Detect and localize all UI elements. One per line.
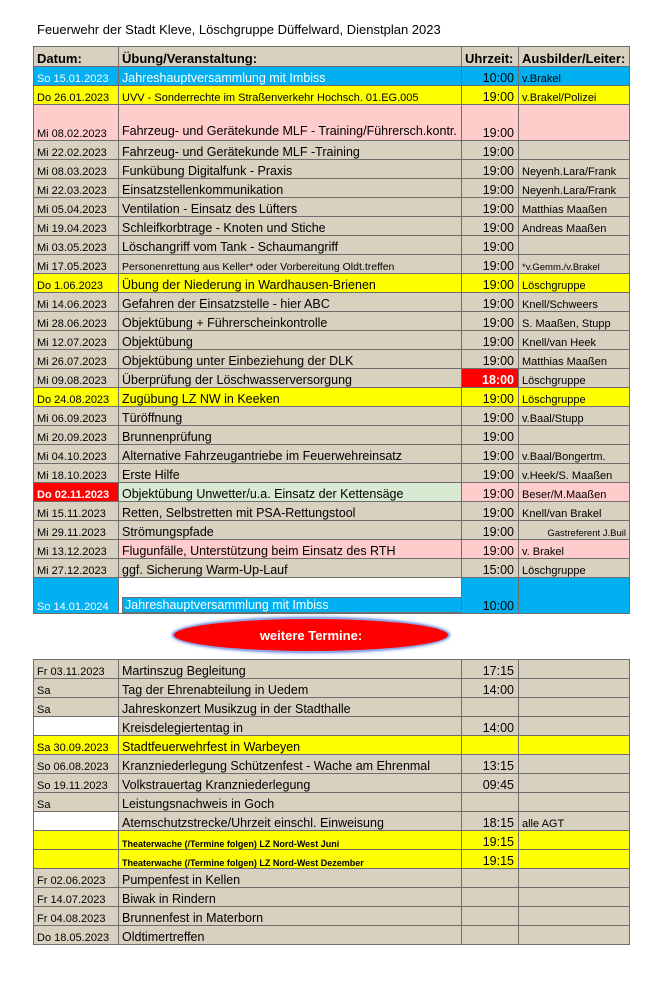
- date-cell: Mi 14.06.2023: [34, 293, 119, 312]
- event-cell: Stadtfeuerwehrfest in Warbeyen: [119, 736, 462, 755]
- table-row: [34, 559, 630, 578]
- time-cell: [462, 736, 519, 755]
- leader-cell: [519, 698, 630, 717]
- time-cell: [462, 926, 519, 945]
- event-cell: Theaterwache (/Termine folgen) LZ Nord-West Juni: [119, 831, 462, 850]
- date-cell: Mi 22.02.2023: [34, 141, 119, 160]
- table-row: [34, 660, 630, 679]
- date-cell: Do 24.08.2023: [34, 388, 119, 407]
- leader-cell: Löschgruppe: [519, 369, 630, 388]
- leader-cell: [519, 888, 630, 907]
- event-cell: Alternative Fahrzeugantriebe im Feuerwehreinsatz: [119, 445, 462, 464]
- date-cell: Mi 17.05.2023: [34, 255, 119, 274]
- table-row: [34, 388, 630, 407]
- event-cell: Martinszug Begleitung: [119, 660, 462, 679]
- leader-cell: *v.Gemm./v.Brakel: [519, 255, 630, 274]
- event-cell: Kranzniederlegung Schützenfest - Wache am Ehrenmal: [119, 755, 462, 774]
- table-row: [34, 812, 630, 831]
- leader-cell: Löschgruppe: [519, 559, 630, 578]
- leader-cell: [519, 831, 630, 850]
- event-cell: Einsatzstellenkommunikation: [119, 179, 462, 198]
- event-cell: Atemschutzstrecke/Uhrzeit einschl. Einweisung: [119, 812, 462, 831]
- time-cell: 14:00: [462, 717, 519, 736]
- event-cell: Türöffnung: [119, 407, 462, 426]
- leader-cell: [519, 850, 630, 869]
- table-row: [34, 198, 630, 217]
- table-row: [34, 793, 630, 812]
- leader-cell: [519, 774, 630, 793]
- time-cell: 19:00: [462, 86, 519, 105]
- event-cell: Kreisdelegiertentag in: [119, 717, 462, 736]
- table-row: [34, 255, 630, 274]
- date-cell: So 06.08.2023: [34, 755, 119, 774]
- table-row: [34, 67, 630, 86]
- leader-cell: Löschgruppe: [519, 274, 630, 293]
- date-cell: Mi 29.11.2023: [34, 521, 119, 540]
- table-row: [34, 483, 630, 502]
- leader-cell: Knell/Schweers: [519, 293, 630, 312]
- time-cell: 19:00: [462, 350, 519, 369]
- event-cell: Löschangriff vom Tank - Schaumangriff: [119, 236, 462, 255]
- event-cell: Objektübung unter Einbeziehung der DLK: [119, 350, 462, 369]
- event-cell: Gefahren der Einsatzstelle - hier ABC: [119, 293, 462, 312]
- date-cell: Mi 19.04.2023: [34, 217, 119, 236]
- table-row: [34, 464, 630, 483]
- leader-cell: v.Baal/Stupp: [519, 407, 630, 426]
- leader-cell: Matthias Maaßen: [519, 350, 630, 369]
- event-cell: Schleifkorbtrage - Knoten und Stiche: [119, 217, 462, 236]
- date-cell: So 19.11.2023: [34, 774, 119, 793]
- table-row: [34, 698, 630, 717]
- table-row: [34, 540, 630, 559]
- time-cell: 19:00: [462, 502, 519, 521]
- event-cell: Volkstrauertag Kranzniederlegung: [119, 774, 462, 793]
- leader-cell: [519, 236, 630, 255]
- table-row: [34, 160, 630, 179]
- leader-cell: Neyenh.Lara/Frank: [519, 179, 630, 198]
- time-cell: 19:15: [462, 831, 519, 850]
- page-title: Feuerwehr der Stadt Kleve, Löschgruppe Düffelward, Dienstplan 2023: [37, 22, 441, 37]
- event-cell: Pumpenfest in Kellen: [119, 869, 462, 888]
- table-row: [34, 502, 630, 521]
- further-dates-table: [33, 659, 630, 945]
- date-cell: So 15.01.2023: [34, 67, 119, 86]
- time-cell: 19:00: [462, 179, 519, 198]
- header-leader: Ausbilder/Leiter:: [519, 47, 630, 67]
- leader-cell: Matthias Maaßen: [519, 198, 630, 217]
- time-cell: 10:00: [462, 578, 519, 614]
- time-cell: 19:00: [462, 141, 519, 160]
- date-cell: Fr 14.07.2023: [34, 888, 119, 907]
- table-row: [34, 869, 630, 888]
- leader-cell: [519, 578, 630, 614]
- event-cell: Jahreshauptversammlung mit Imbiss: [119, 67, 462, 86]
- date-cell: Mi 27.12.2023: [34, 559, 119, 578]
- time-cell: 19:00: [462, 464, 519, 483]
- date-cell: Do 26.01.2023: [34, 86, 119, 105]
- leader-cell: Gastreferent J.Buil: [519, 521, 630, 540]
- event-cell: Fahrzeug- und Gerätekunde MLF - Training/Führersch.kontr.: [119, 105, 462, 141]
- date-cell: Fr 03.11.2023: [34, 660, 119, 679]
- table-row: [34, 179, 630, 198]
- table-row: [34, 369, 630, 388]
- leader-cell: v.Baal/Bongertm.: [519, 445, 630, 464]
- date-cell: Mi 26.07.2023: [34, 350, 119, 369]
- date-cell: Do 18.05.2023: [34, 926, 119, 945]
- date-cell: [34, 850, 119, 869]
- table-row: [34, 312, 630, 331]
- time-cell: 18:00: [462, 369, 519, 388]
- leader-cell: [519, 755, 630, 774]
- table-row: [34, 426, 630, 445]
- table-row: [34, 293, 630, 312]
- leader-cell: Knell/van Brakel: [519, 502, 630, 521]
- table-row: [34, 888, 630, 907]
- date-cell: Mi 06.09.2023: [34, 407, 119, 426]
- table-row: [34, 774, 630, 793]
- table-row: [34, 679, 630, 698]
- leader-cell: [519, 660, 630, 679]
- date-cell: Do 02.11.2023: [34, 483, 119, 502]
- header-date: Datum:: [34, 47, 119, 67]
- leader-cell: Andreas Maaßen: [519, 217, 630, 236]
- time-cell: 19:00: [462, 160, 519, 179]
- date-cell: Mi 20.09.2023: [34, 426, 119, 445]
- table-row: [34, 850, 630, 869]
- time-cell: 13:15: [462, 755, 519, 774]
- event-cell: Jahreskonzert Musikzug in der Stadthalle: [119, 698, 462, 717]
- leader-cell: alle AGT: [519, 812, 630, 831]
- table-row: [34, 445, 630, 464]
- table-row: [34, 717, 630, 736]
- time-cell: [462, 888, 519, 907]
- time-cell: 19:15: [462, 850, 519, 869]
- event-cell: Leistungsnachweis in Goch: [119, 793, 462, 812]
- event-cell: Ventilation - Einsatz des Lüfters: [119, 198, 462, 217]
- time-cell: 19:00: [462, 255, 519, 274]
- schedule-table: [33, 46, 630, 614]
- time-cell: 19:00: [462, 540, 519, 559]
- table-row: [34, 350, 630, 369]
- leader-cell: [519, 105, 630, 141]
- date-cell: Sa 30.09.2023: [34, 736, 119, 755]
- leader-cell: S. Maaßen, Stupp: [519, 312, 630, 331]
- table-row: [34, 831, 630, 850]
- date-cell: Mi 03.05.2023: [34, 236, 119, 255]
- event-text: Jahreshauptversammlung mit Imbiss: [122, 597, 462, 613]
- time-cell: 19:00: [462, 388, 519, 407]
- time-cell: [462, 698, 519, 717]
- time-cell: 19:00: [462, 105, 519, 141]
- table-row: [34, 755, 630, 774]
- leader-cell: v.Brakel/Polizei: [519, 86, 630, 105]
- leader-cell: Neyenh.Lara/Frank: [519, 160, 630, 179]
- time-cell: 19:00: [462, 331, 519, 350]
- table-row: [34, 736, 630, 755]
- event-cell: Retten, Selbstretten mit PSA-Rettungstool: [119, 502, 462, 521]
- time-cell: 10:00: [462, 67, 519, 86]
- time-cell: 19:00: [462, 483, 519, 502]
- table-row: [34, 521, 630, 540]
- time-cell: 19:00: [462, 274, 519, 293]
- leader-cell: v. Brakel: [519, 540, 630, 559]
- leader-cell: v.Brakel: [519, 67, 630, 86]
- event-cell: Fahrzeug- und Gerätekunde MLF -Training: [119, 141, 462, 160]
- time-cell: 19:00: [462, 217, 519, 236]
- leader-cell: [519, 793, 630, 812]
- event-cell: Objektübung: [119, 331, 462, 350]
- table-row: [34, 141, 630, 160]
- time-cell: [462, 907, 519, 926]
- time-cell: 19:00: [462, 407, 519, 426]
- date-cell: Mi 15.11.2023: [34, 502, 119, 521]
- time-cell: 19:00: [462, 426, 519, 445]
- leader-cell: [519, 426, 630, 445]
- leader-cell: [519, 869, 630, 888]
- date-cell: Mi 18.10.2023: [34, 464, 119, 483]
- date-cell: Fr 02.06.2023: [34, 869, 119, 888]
- event-cell: [119, 578, 462, 614]
- event-cell: Brunnenprüfung: [119, 426, 462, 445]
- event-cell: Übung der Niederung in Wardhausen-Brienen: [119, 274, 462, 293]
- date-cell: Sa: [34, 698, 119, 717]
- leader-cell: [519, 926, 630, 945]
- date-cell: [34, 812, 119, 831]
- event-cell: ggf. Sicherung Warm-Up-Lauf: [119, 559, 462, 578]
- date-cell: Mi 05.04.2023: [34, 198, 119, 217]
- leader-cell: [519, 717, 630, 736]
- date-cell: Mi 09.08.2023: [34, 369, 119, 388]
- time-cell: 19:00: [462, 198, 519, 217]
- time-cell: [462, 793, 519, 812]
- leader-cell: [519, 736, 630, 755]
- table-row: [34, 331, 630, 350]
- event-cell: Oldtimertreffen: [119, 926, 462, 945]
- table-row: [34, 217, 630, 236]
- further-dates-label: weitere Termine:: [172, 617, 450, 653]
- table-row: [34, 274, 630, 293]
- event-cell: Überprüfung der Löschwasserversorgung: [119, 369, 462, 388]
- event-cell: Tag der Ehrenabteilung in Uedem: [119, 679, 462, 698]
- event-cell: Flugunfälle, Unterstützung beim Einsatz des RTH: [119, 540, 462, 559]
- date-cell: Mi 28.06.2023: [34, 312, 119, 331]
- date-cell: [34, 831, 119, 850]
- time-cell: 19:00: [462, 445, 519, 464]
- time-cell: 17:15: [462, 660, 519, 679]
- table-row: [34, 407, 630, 426]
- date-cell: Sa: [34, 679, 119, 698]
- time-cell: [462, 869, 519, 888]
- table-row: [34, 236, 630, 255]
- leader-cell: [519, 141, 630, 160]
- leader-cell: [519, 907, 630, 926]
- date-cell: [34, 717, 119, 736]
- event-cell: Brunnenfest in Materborn: [119, 907, 462, 926]
- event-cell: Objektübung Unwetter/u.a. Einsatz der Kettensäge: [119, 483, 462, 502]
- time-cell: 19:00: [462, 293, 519, 312]
- header-event: Übung/Veranstaltung:: [119, 47, 462, 67]
- date-cell: Mi 08.02.2023: [34, 105, 119, 141]
- table-row: [34, 907, 630, 926]
- time-cell: 19:00: [462, 312, 519, 331]
- further-dates-banner: [172, 617, 450, 653]
- date-cell: Fr 04.08.2023: [34, 907, 119, 926]
- leader-cell: v.Heek/S. Maaßen: [519, 464, 630, 483]
- event-cell: Objektübung + Führerscheinkontrolle: [119, 312, 462, 331]
- event-cell: UVV - Sonderrechte im Straßenverkehr Hochsch. 01.EG.005: [119, 86, 462, 105]
- time-cell: 19:00: [462, 236, 519, 255]
- table-row: [34, 926, 630, 945]
- date-cell: Sa: [34, 793, 119, 812]
- time-cell: 15:00: [462, 559, 519, 578]
- leader-cell: Knell/van Heek: [519, 331, 630, 350]
- header-row: [34, 47, 630, 67]
- time-cell: 09:45: [462, 774, 519, 793]
- event-cell: Zugübung LZ NW in Keeken: [119, 388, 462, 407]
- header-time: Uhrzeit:: [462, 47, 519, 67]
- event-cell: Erste Hilfe: [119, 464, 462, 483]
- date-cell: Mi 13.12.2023: [34, 540, 119, 559]
- leader-cell: Beser/M.Maaßen: [519, 483, 630, 502]
- time-cell: 18:15: [462, 812, 519, 831]
- table-row: [34, 86, 630, 105]
- event-cell: Biwak in Rindern: [119, 888, 462, 907]
- time-cell: 14:00: [462, 679, 519, 698]
- leader-cell: [519, 679, 630, 698]
- table-row: [34, 578, 630, 614]
- table-row: [34, 105, 630, 141]
- date-cell: Mi 04.10.2023: [34, 445, 119, 464]
- event-cell: Personenrettung aus Keller* oder Vorbereitung Oldt.treffen: [119, 255, 462, 274]
- event-cell: Strömungspfade: [119, 521, 462, 540]
- date-cell: So 14.01.2024: [34, 578, 119, 614]
- event-cell: Theaterwache (/Termine folgen) LZ Nord-West Dezember: [119, 850, 462, 869]
- date-cell: Mi 12.07.2023: [34, 331, 119, 350]
- date-cell: Do 1.06.2023: [34, 274, 119, 293]
- time-cell: 19:00: [462, 521, 519, 540]
- leader-cell: Löschgruppe: [519, 388, 630, 407]
- event-cell: Funkübung Digitalfunk - Praxis: [119, 160, 462, 179]
- date-cell: Mi 22.03.2023: [34, 179, 119, 198]
- date-cell: Mi 08.03.2023: [34, 160, 119, 179]
